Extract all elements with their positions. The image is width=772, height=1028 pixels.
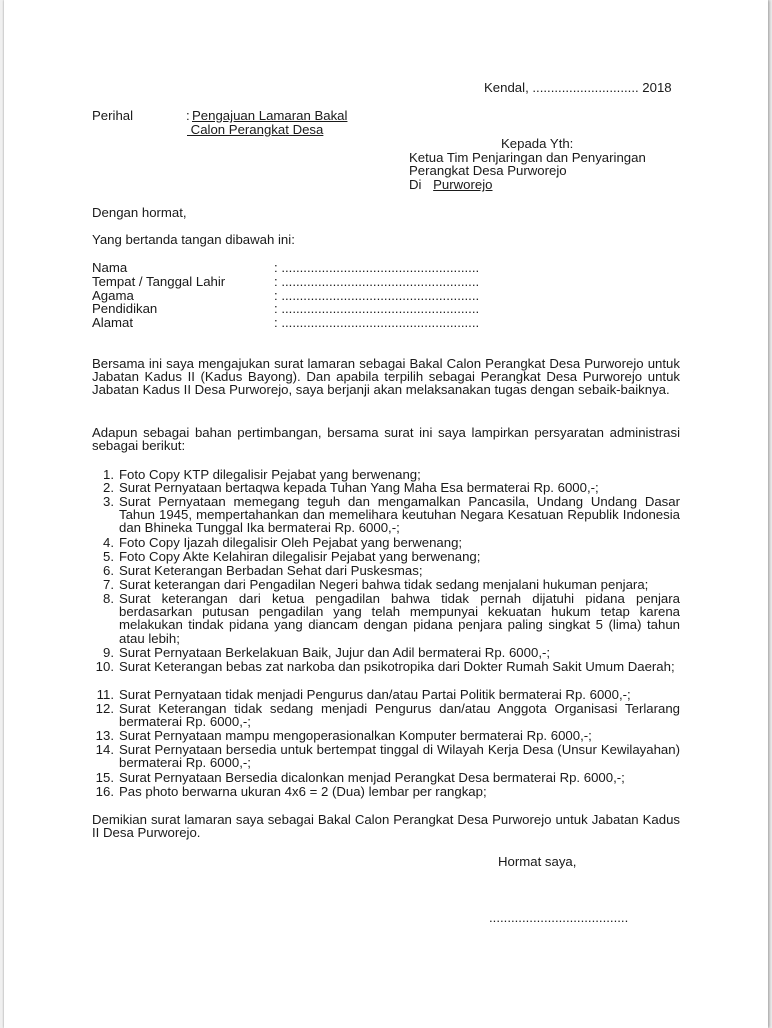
list-item-number: 8. bbox=[103, 591, 114, 606]
list-item-number: 6. bbox=[103, 563, 114, 578]
recipient-at bbox=[409, 178, 493, 191]
list-item-number: 16. bbox=[95, 784, 114, 799]
list-item-text: Surat keterangan dari ketua pengadilan bahwa tidak pernah dijatuhi pidana penjara berdasarkan putusan pengadilan yang telah mempunyai kekuatan hukum tetap karena melakukan tindak pidana yang diancam dengan pidana penjara paling singkat 5 (lima) tahun atau lebih; bbox=[119, 591, 680, 646]
list-item-number: 9. bbox=[103, 645, 114, 660]
list-item-number: 11. bbox=[96, 687, 114, 702]
list-item-text: Surat Pernyataan mampu mengoperasionalkan Komputer bermaterai Rp. 6000,-; bbox=[119, 728, 592, 743]
identity-value: : ...................................................... bbox=[274, 301, 480, 316]
identity-label: Alamat bbox=[92, 315, 134, 330]
list-item-number: 5. bbox=[103, 549, 114, 564]
list-item-text: Surat Pernyataan memegang teguh dan mengamalkan Pancasila, Undang Undang Dasar Tahun 1945, mempertahankan dan memelihara keutuhan Negara Kesatuan Republik Indonesia dan Bhineka Tunggal Ika bermaterai Rp. 6000,-; bbox=[119, 494, 680, 536]
identity-value: : ...................................................... bbox=[274, 260, 480, 275]
list-item-text: Foto Copy KTP dilegalisir Pejabat yang berwenang; bbox=[119, 467, 421, 482]
identity-label: Tempat / Tanggal Lahir bbox=[92, 274, 226, 289]
subject-colon: : bbox=[186, 108, 190, 123]
identity-label: Nama bbox=[92, 260, 128, 275]
list-item-number: 4. bbox=[103, 535, 114, 550]
intro-text: Yang bertanda tangan dibawah ini: bbox=[92, 232, 295, 247]
place-date: Kendal, ............................. 2018 bbox=[484, 80, 672, 95]
list-item-number: 10. bbox=[95, 659, 114, 674]
greeting: Dengan hormat, bbox=[92, 205, 187, 220]
application-paragraph: Bersama ini saya mengajukan surat lamaran sebagai Bakal Calon Perangkat Desa Purworejo untuk Jabatan Kadus II (Kadus Bayong). Dan apabila terpilih sebagai Perangkat Desa Purworejo untuk Jabatan Kadus II Desa Purworejo, saya berjanji akan melaksanakan tugas dengan sebaik-baiknya. bbox=[92, 356, 680, 398]
list-item-number: 13. bbox=[95, 728, 114, 743]
list-item-text: Foto Copy Ijazah dilegalisir Oleh Pejabat yang berwenang; bbox=[119, 535, 463, 550]
letter-page bbox=[4, 0, 768, 1028]
list-item-number: 12. bbox=[95, 701, 114, 716]
list-item-text: Surat Pernyataan Bersedia dicalonkan menjad Perangkat Desa bermaterai Rp. 6000,-; bbox=[119, 770, 625, 785]
identity-value: : ...................................................... bbox=[274, 274, 480, 289]
list-item-number: 7. bbox=[103, 577, 114, 592]
closing-paragraph: Demikian surat lamaran saya sebagai Bakal Calon Perangkat Desa Purworejo untuk Jabatan Kadus II Desa Purworejo. bbox=[92, 812, 680, 841]
list-item-text: Surat Pernyataan tidak menjadi Pengurus dan/atau Partai Politik bermaterai Rp. 6000,-; bbox=[119, 687, 631, 702]
list-item-text: Surat keterangan dari Pengadilan Negeri bahwa tidak sedang menjalani hukuman penjara; bbox=[119, 577, 649, 592]
list-item-number: 14. bbox=[95, 742, 114, 757]
identity-label: Agama bbox=[92, 288, 134, 303]
list-item-text: Surat Pernyataan bertaqwa kepada Tuhan Yang Maha Esa bermaterai Rp. 6000,-; bbox=[119, 480, 599, 495]
attachments-intro: Adapun sebagai bahan pertimbangan, bersama surat ini saya lampirkan persyaratan administrasi sebagai berikut: bbox=[92, 425, 680, 454]
regards: Hormat saya, bbox=[498, 854, 577, 869]
subject-line-1: Pengajuan Lamaran Bakal bbox=[192, 108, 348, 123]
list-item-text: Surat Keterangan bebas zat narkoba dan psikotropika dari Dokter Rumah Sakit Umum Daerah; bbox=[119, 659, 675, 674]
list-item-text: Surat Pernyataan Berkelakuan Baik, Jujur dan Adil bermaterai Rp. 6000,-; bbox=[119, 645, 551, 660]
identity-label: Pendidikan bbox=[92, 301, 158, 316]
list-item-text: Surat Keterangan Berbadan Sehat dari Puskesmas; bbox=[119, 563, 423, 578]
recipient-to: Kepada Yth: bbox=[501, 136, 574, 151]
list-item-text: Pas photo berwarna ukuran 4x6 = 2 (Dua) lembar per rangkap; bbox=[119, 784, 487, 799]
identity-value: : ...................................................... bbox=[274, 315, 480, 330]
recipient-line-1: Ketua Tim Penjaringan dan Penyaringan bbox=[409, 150, 646, 165]
list-item-number: 15. bbox=[95, 770, 114, 785]
list-item-text: Surat Pernyataan bersedia untuk bertempat tinggal di Wilayah Kerja Desa (Unsur Kewilayahan) bermaterai Rp. 6000,-; bbox=[119, 742, 680, 771]
subject-line-2: Calon Perangkat Desa bbox=[187, 122, 324, 137]
list-item-text: Foto Copy Akte Kelahiran dilegalisir Pejabat yang berwenang; bbox=[119, 549, 481, 564]
identity-value: : ...................................................... bbox=[274, 288, 480, 303]
recipient-at-place: Purworejo bbox=[433, 177, 493, 192]
list-item-number: 1. bbox=[103, 467, 114, 482]
recipient-at-prefix: Di bbox=[409, 177, 422, 192]
subject-label: Perihal bbox=[92, 108, 134, 123]
recipient-line-2: Perangkat Desa Purworejo bbox=[409, 163, 567, 178]
list-item-number: 2. bbox=[103, 480, 114, 495]
list-item-text: Surat Keterangan tidak sedang menjadi Pengurus dan/atau Anggota Organisasi Terlarang bermaterai Rp. 6000,-; bbox=[119, 701, 680, 730]
signature-line: ...................................... bbox=[489, 910, 629, 925]
list-item-number: 3. bbox=[103, 494, 114, 509]
